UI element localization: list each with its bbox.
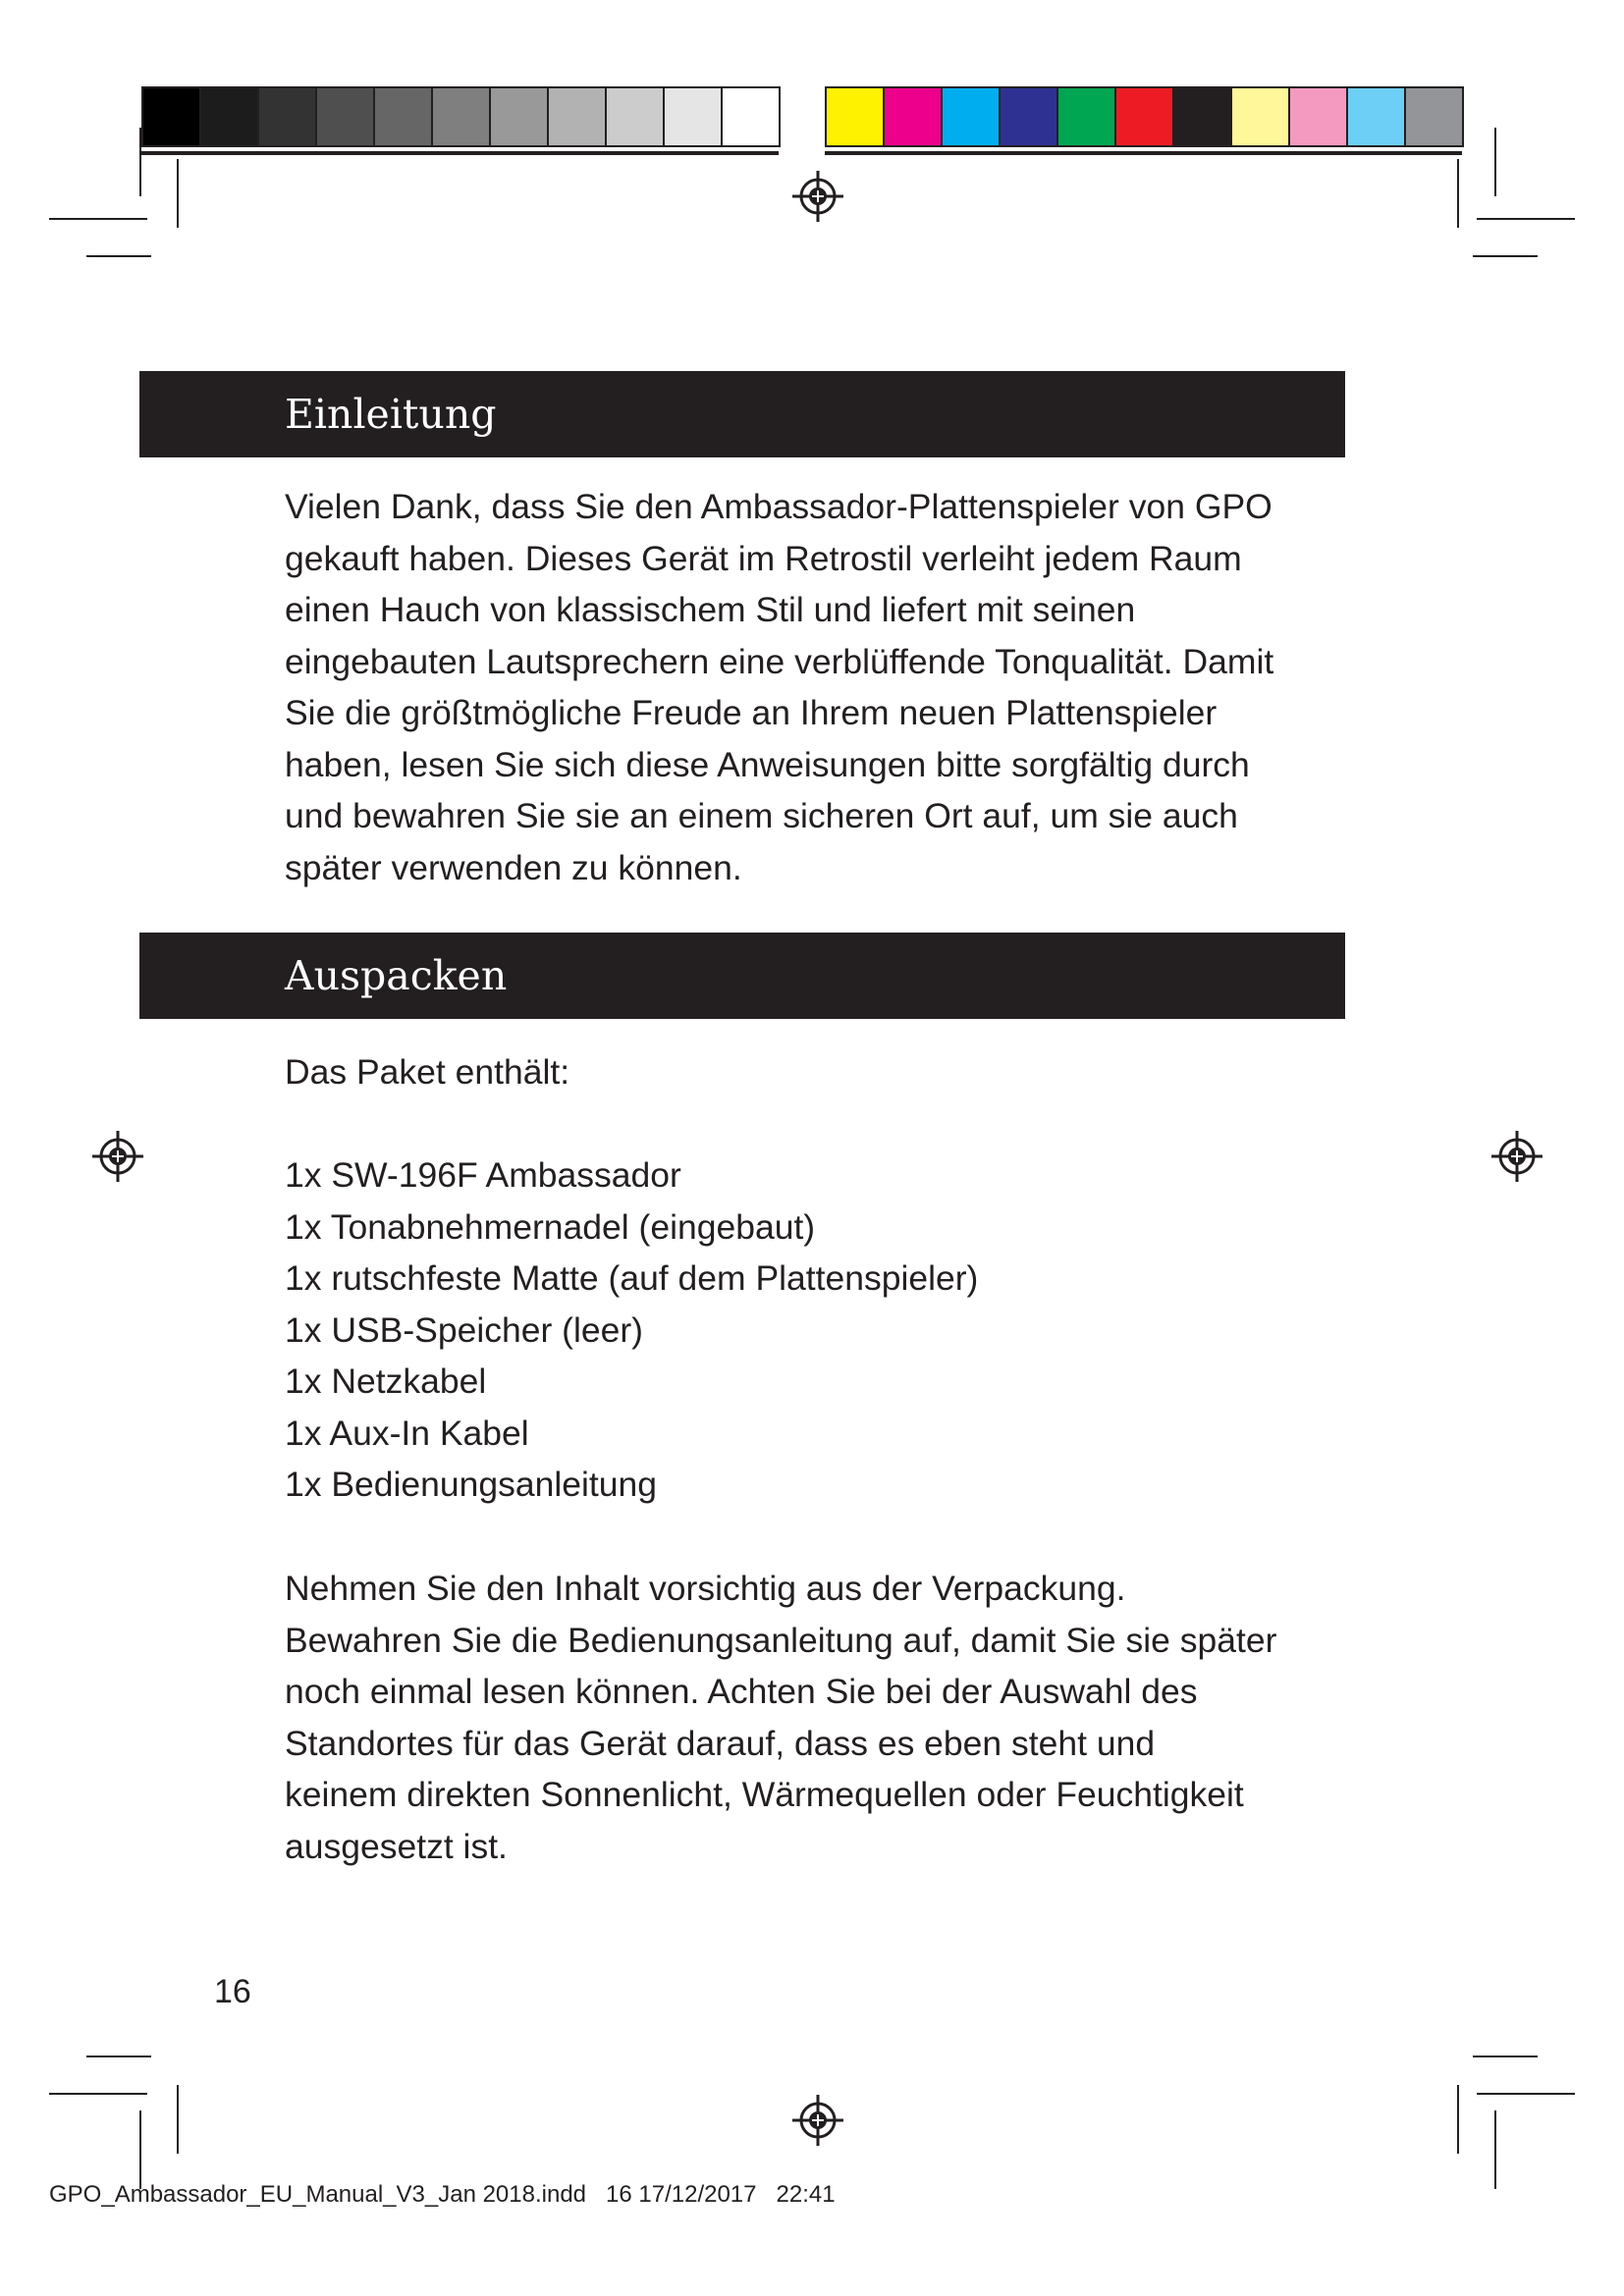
text-line: Vielen Dank, dass Sie den Ambassador-Plattenspieler von GPO [285, 487, 1272, 526]
text-line: Nehmen Sie den Inhalt vorsichtig aus der Verpackung. [285, 1569, 1126, 1608]
crop-mark [49, 218, 147, 220]
text-line: Bewahren Sie die Bedienungsanleitung auf, damit Sie sie später [285, 1620, 1277, 1660]
color-swatch [941, 86, 1001, 147]
registration-mark-icon [90, 1129, 145, 1184]
text-line: ausgesetzt ist. [285, 1826, 508, 1866]
grayscale-swatch [141, 86, 201, 147]
crop-mark [1477, 218, 1575, 220]
text-line: gekauft haben. Dieses Gerät im Retrostil verleiht jedem Raum [285, 538, 1242, 578]
color-swatch [1056, 86, 1116, 147]
auspacken-paragraph [285, 1563, 1355, 1872]
registration-mark-icon [790, 2093, 845, 2148]
grayscale-swatch [315, 86, 375, 147]
text-line: Sie die größtmögliche Freude an Ihrem neuen Plattenspieler [285, 693, 1218, 732]
crop-mark [1494, 2110, 1496, 2189]
color-swatch [1346, 86, 1406, 147]
crop-mark [139, 128, 141, 196]
list-item: 1x Netzkabel [285, 1362, 487, 1401]
crop-mark [139, 2110, 141, 2189]
crop-mark [1473, 2056, 1538, 2057]
list-item: 1x Bedienungsanleitung [285, 1465, 657, 1504]
crop-mark [86, 2056, 151, 2057]
grayscale-swatch [373, 86, 433, 147]
crop-mark [1457, 159, 1459, 228]
grayscale-swatch [489, 86, 549, 147]
color-swatch [1172, 86, 1232, 147]
text-line: später verwenden zu können. [285, 847, 742, 887]
list-item: 1x Tonabnehmernadel (eingebaut) [285, 1206, 816, 1247]
crop-mark [1477, 2093, 1575, 2095]
grayscale-color-bar [141, 86, 779, 155]
crop-mark [177, 159, 179, 228]
text-line: noch einmal lesen können. Achten Sie bei der Auswahl des [285, 1672, 1198, 1711]
color-swatch [1404, 86, 1464, 147]
package-contents-list [285, 1149, 1267, 1511]
grayscale-swatch [547, 86, 607, 147]
grayscale-swatch [199, 86, 259, 147]
list-item: 1x SW-196F Ambassador [285, 1155, 681, 1195]
color-swatch [1230, 86, 1290, 147]
page-number: 16 [214, 1973, 251, 2010]
color-swatch [825, 86, 885, 147]
einleitung-paragraph [285, 481, 1355, 893]
list-item: 1x Aux-In Kabel [285, 1413, 529, 1453]
section-title: Auspacken [285, 952, 508, 999]
text-line: haben, lesen Sie sich diese Anweisungen bitte sorgfältig durch [285, 744, 1250, 784]
list-item: 1x rutschfeste Matte (auf dem Plattenspieler) [285, 1258, 979, 1298]
grayscale-swatch [605, 86, 665, 147]
text-line: Standortes für das Gerät darauf, dass es eben steht und [285, 1723, 1156, 1763]
list-item: 1x USB-Speicher (leer) [285, 1309, 643, 1350]
section-title: Einleitung [285, 391, 497, 438]
crop-mark [86, 255, 151, 257]
crop-mark [1494, 128, 1496, 196]
crop-mark [177, 2085, 179, 2154]
color-swatch [1288, 86, 1348, 147]
process-color-bar [825, 86, 1462, 155]
color-swatch [1114, 86, 1174, 147]
grayscale-swatch [721, 86, 781, 147]
grayscale-swatch [663, 86, 723, 147]
package-intro: Das Paket enthält: [285, 1052, 570, 1092]
crop-mark [49, 2093, 147, 2095]
grayscale-swatch [431, 86, 491, 147]
text-line: eingebauten Lautsprechern eine verblüffende Tonqualität. Damit [285, 641, 1274, 681]
registration-mark-icon [1489, 1129, 1544, 1184]
text-line: keinem direkten Sonnenlicht, Wärmequellen oder Feuchtigkeit [285, 1775, 1244, 1814]
crop-mark [1457, 2085, 1459, 2154]
section-header-einleitung [139, 371, 1345, 457]
color-swatch [999, 86, 1058, 147]
crop-mark [1473, 255, 1538, 257]
registration-mark-icon [790, 169, 845, 224]
text-line: einen Hauch von klassischem Stil und liefert mit seinen [285, 590, 1136, 629]
print-slug: GPO_Ambassador_EU_Manual_V3_Jan 2018.indd 16 17/12/2017 22:41 [49, 2181, 836, 2208]
section-header-auspacken [139, 933, 1345, 1019]
text-line: und bewahren Sie sie an einem sicheren Ort auf, um sie auch [285, 796, 1238, 835]
grayscale-swatch [257, 86, 317, 147]
color-swatch [883, 86, 943, 147]
